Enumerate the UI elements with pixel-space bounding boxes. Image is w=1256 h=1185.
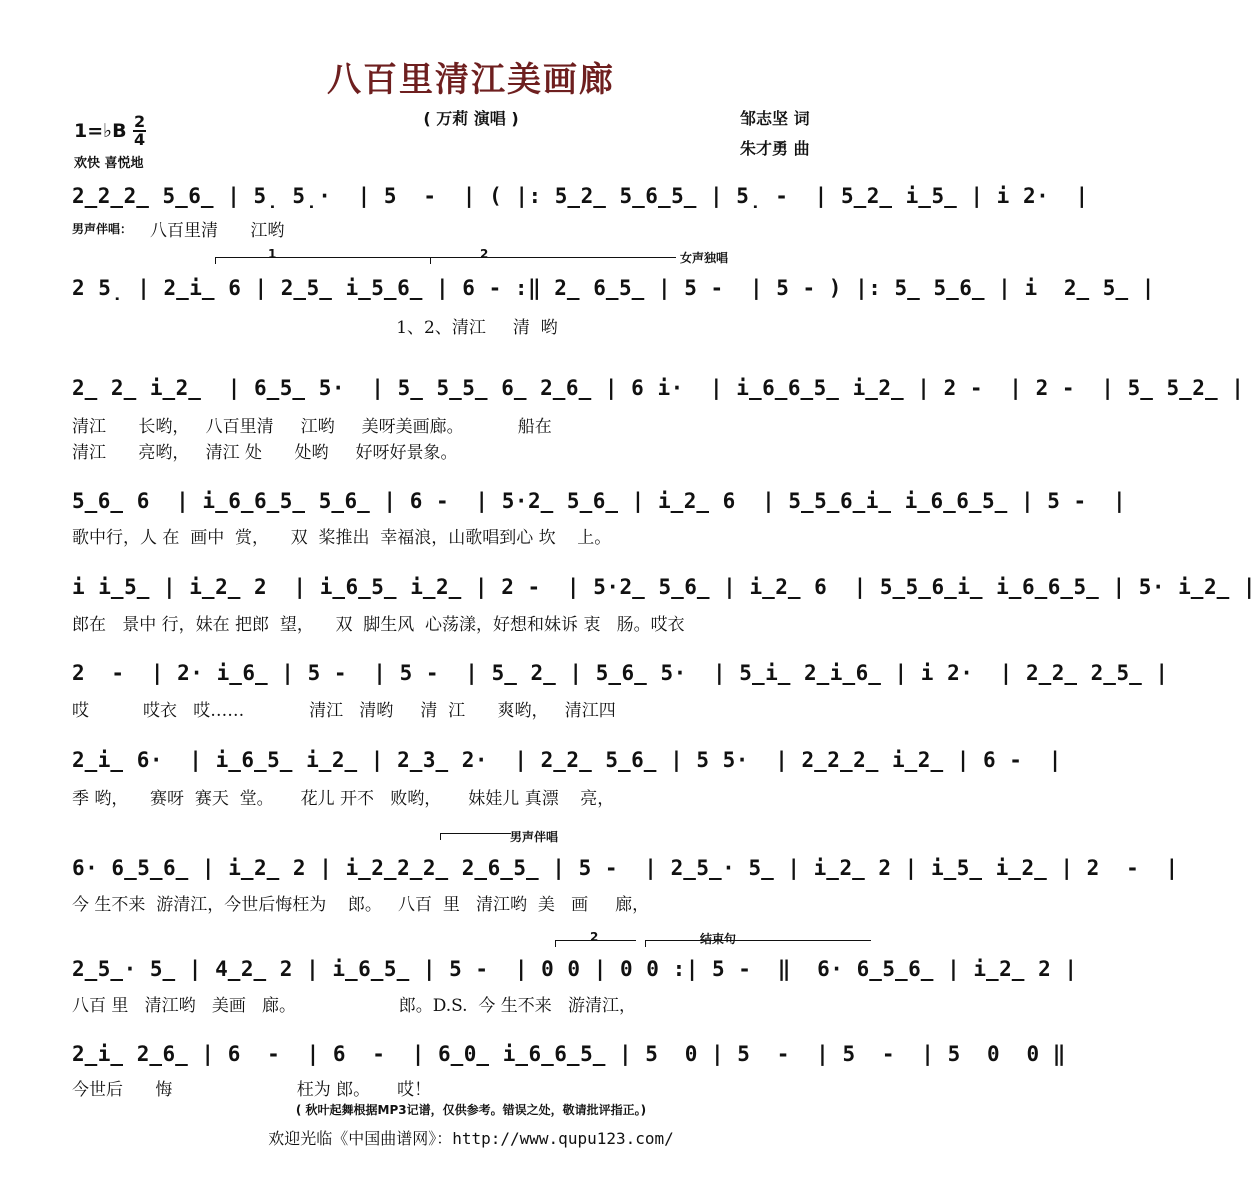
volta-bracket-3 [440, 833, 511, 840]
score-line-6: 2 - | 2· i̲6̲ | 5 - | 5 - | 5̲ 2̲ | 5̲6̲ 5· | 5̲i̲ 2̲i̲6̲ | i 2· | 2̲2̲ 2̲5̲ | [72, 661, 1169, 685]
lyric-line-7: 季 哟， 赛呀 赛天 堂。 花儿 开不 败哟， 妹娃儿 真漂 亮， [72, 789, 615, 809]
lyric-line-6: 哎 哎衣 哎…… 清江 清哟 清 江 爽哟， 清江四 [72, 701, 616, 721]
lyric-line-8: 今 生不来 游清江，今世后悔枉为 郎。 八百 里 清江哟 美 画 廊， [72, 895, 650, 915]
song-title: 八百里清江美画廊 [327, 60, 615, 100]
score-line-1: 2̲2̲2̲ 5̲6̲ | 5̣ 5̣· | 5 - | ( |: 5̲2̲ 5̲6̲5̲ | 5̣ - | 5̲2̲ i̲5̲ | i 2· | [72, 184, 1089, 208]
lyric-line-3a: 清江 长哟， 八百里清 江哟 美呀美画廊。 船在 [72, 417, 552, 437]
lyric-line-5: 郎在 景中 行，妹在 把郎 望， 双 脚生风 心荡漾，好想和妹诉 衷 肠。哎衣 [72, 615, 685, 635]
score-line-9: 2̲5̲· 5̲ | 4̲2̲ 2 | i̲6̲5̲ | 5 - | 0 0 | 0 0 :| 5 - ‖ 6· 6̲5̲6̲ | i̲2̲ 2 | [72, 957, 1078, 981]
volta-2-label: 2 [480, 247, 489, 261]
male-accomp-label-2: 男声伴唱 [510, 830, 559, 844]
score-line-5: i i̲5̲ | i̲2̲ 2 | i̲6̲5̲ i̲2̲ | 2 - | 5·2̲ 5̲6̲ | i̲2̲ 6 | 5̲5̲6̲i̲ i̲6̲6̲5̲ | 5· i̲2̲ | [72, 575, 1256, 599]
footnote: ( 秋叶起舞根据MP3记谱，仅供参考。错误之处，敬请批评指正。) [295, 1103, 647, 1117]
score-line-10: 2̲i̲ 2̲6̲ | 6 - | 6 - | 6̲0̲ i̲6̲6̲5̲ | 5 0 | 5 - | 5 - | 5 0 0 ‖ [72, 1042, 1066, 1066]
credits [740, 104, 810, 164]
score-line-8: 6· 6̲5̲6̲ | i̲2̲ 2 | i̲2̲2̲2̲ 2̲6̲5̲ | 5 - | 2̲5̲· 5̲ | i̲2̲ 2 | i̲5̲ i̲2̲ | 2 - | [72, 856, 1179, 880]
site-footer: 欢迎光临《中国曲谱网》：http://www.qupu123.com/ [268, 1129, 674, 1148]
key-signature: 1=♭B [74, 120, 127, 142]
lyric-line-2: 1、2、清江 清 哟 [72, 318, 558, 338]
volta-bracket-ending [645, 940, 871, 947]
score-line-3: 2̲ 2̲ i̲2̲ | 6̲5̲ 5· | 5̲ 5̲5̲ 6̲ 2̲6̲ | 6 i· | i̲6̲6̲5̲ i̲2̲ | 2 - | 2 - | 5̲ 5̲2̲ | [72, 376, 1245, 400]
lyric-line-4: 歌中行，人 在 画中 赏， 双 桨推出 幸福浪，山歌唱到心 坎 上。 [72, 528, 612, 548]
composer: 朱才勇 曲 [740, 139, 810, 158]
lyric-line-9: 八百 里 清江哟 美画 廊。 郎。D.S. 今 生不来 游清江， [72, 996, 637, 1016]
volta-1-label: 1 [268, 247, 277, 261]
score-line-7: 2̲i̲ 6· | i̲6̲5̲ i̲2̲ | 2̲3̲ 2· | 2̲2̲ 5̲6̲ | 5 5· | 2̲2̲2̲ i̲2̲ | 6 - | [72, 748, 1062, 772]
lyric-line-1: 八百里清 江哟 [150, 221, 285, 241]
lyric-line-10: 今世后 悔 枉为 郎。 哎！ [72, 1080, 432, 1100]
lyric-line-3b: 清江 亮哟， 清江 处 处哟 好呀好景象。 [72, 443, 458, 463]
female-solo-label: 女声独唱 [680, 251, 729, 265]
volta-2b-label: 2 [590, 930, 599, 944]
ending-label: 结束句 [700, 932, 737, 946]
time-bottom: 4 [134, 130, 146, 149]
time-top: 2 [134, 112, 146, 131]
tempo-marking: 欢快 喜悦地 [74, 156, 144, 171]
singer-credit: ( 万莉 演唱 ) [423, 109, 519, 128]
volta-bracket-2 [430, 257, 676, 264]
male-accomp-label: 男声伴唱： [72, 222, 133, 236]
time-signature [133, 114, 146, 148]
score-line-4: 5̲6̲ 6 | i̲6̲6̲5̲ 5̲6̲ | 6 - | 5·2̲ 5̲6̲ | i̲2̲ 6 | 5̲5̲6̲i̲ i̲6̲6̲5̲ | 5 - | [72, 489, 1127, 513]
lyricist: 邹志坚 词 [740, 109, 810, 128]
score-line-2: 2 5̣ | 2̲i̲ 6 | 2̲5̲ i̲5̲6̲ | 6 - :‖ 2̲ 6̲5̲ | 5 - | 5 - ) |: 5̲ 5̲6̲ | i 2̲ 5̲ | [72, 276, 1155, 300]
